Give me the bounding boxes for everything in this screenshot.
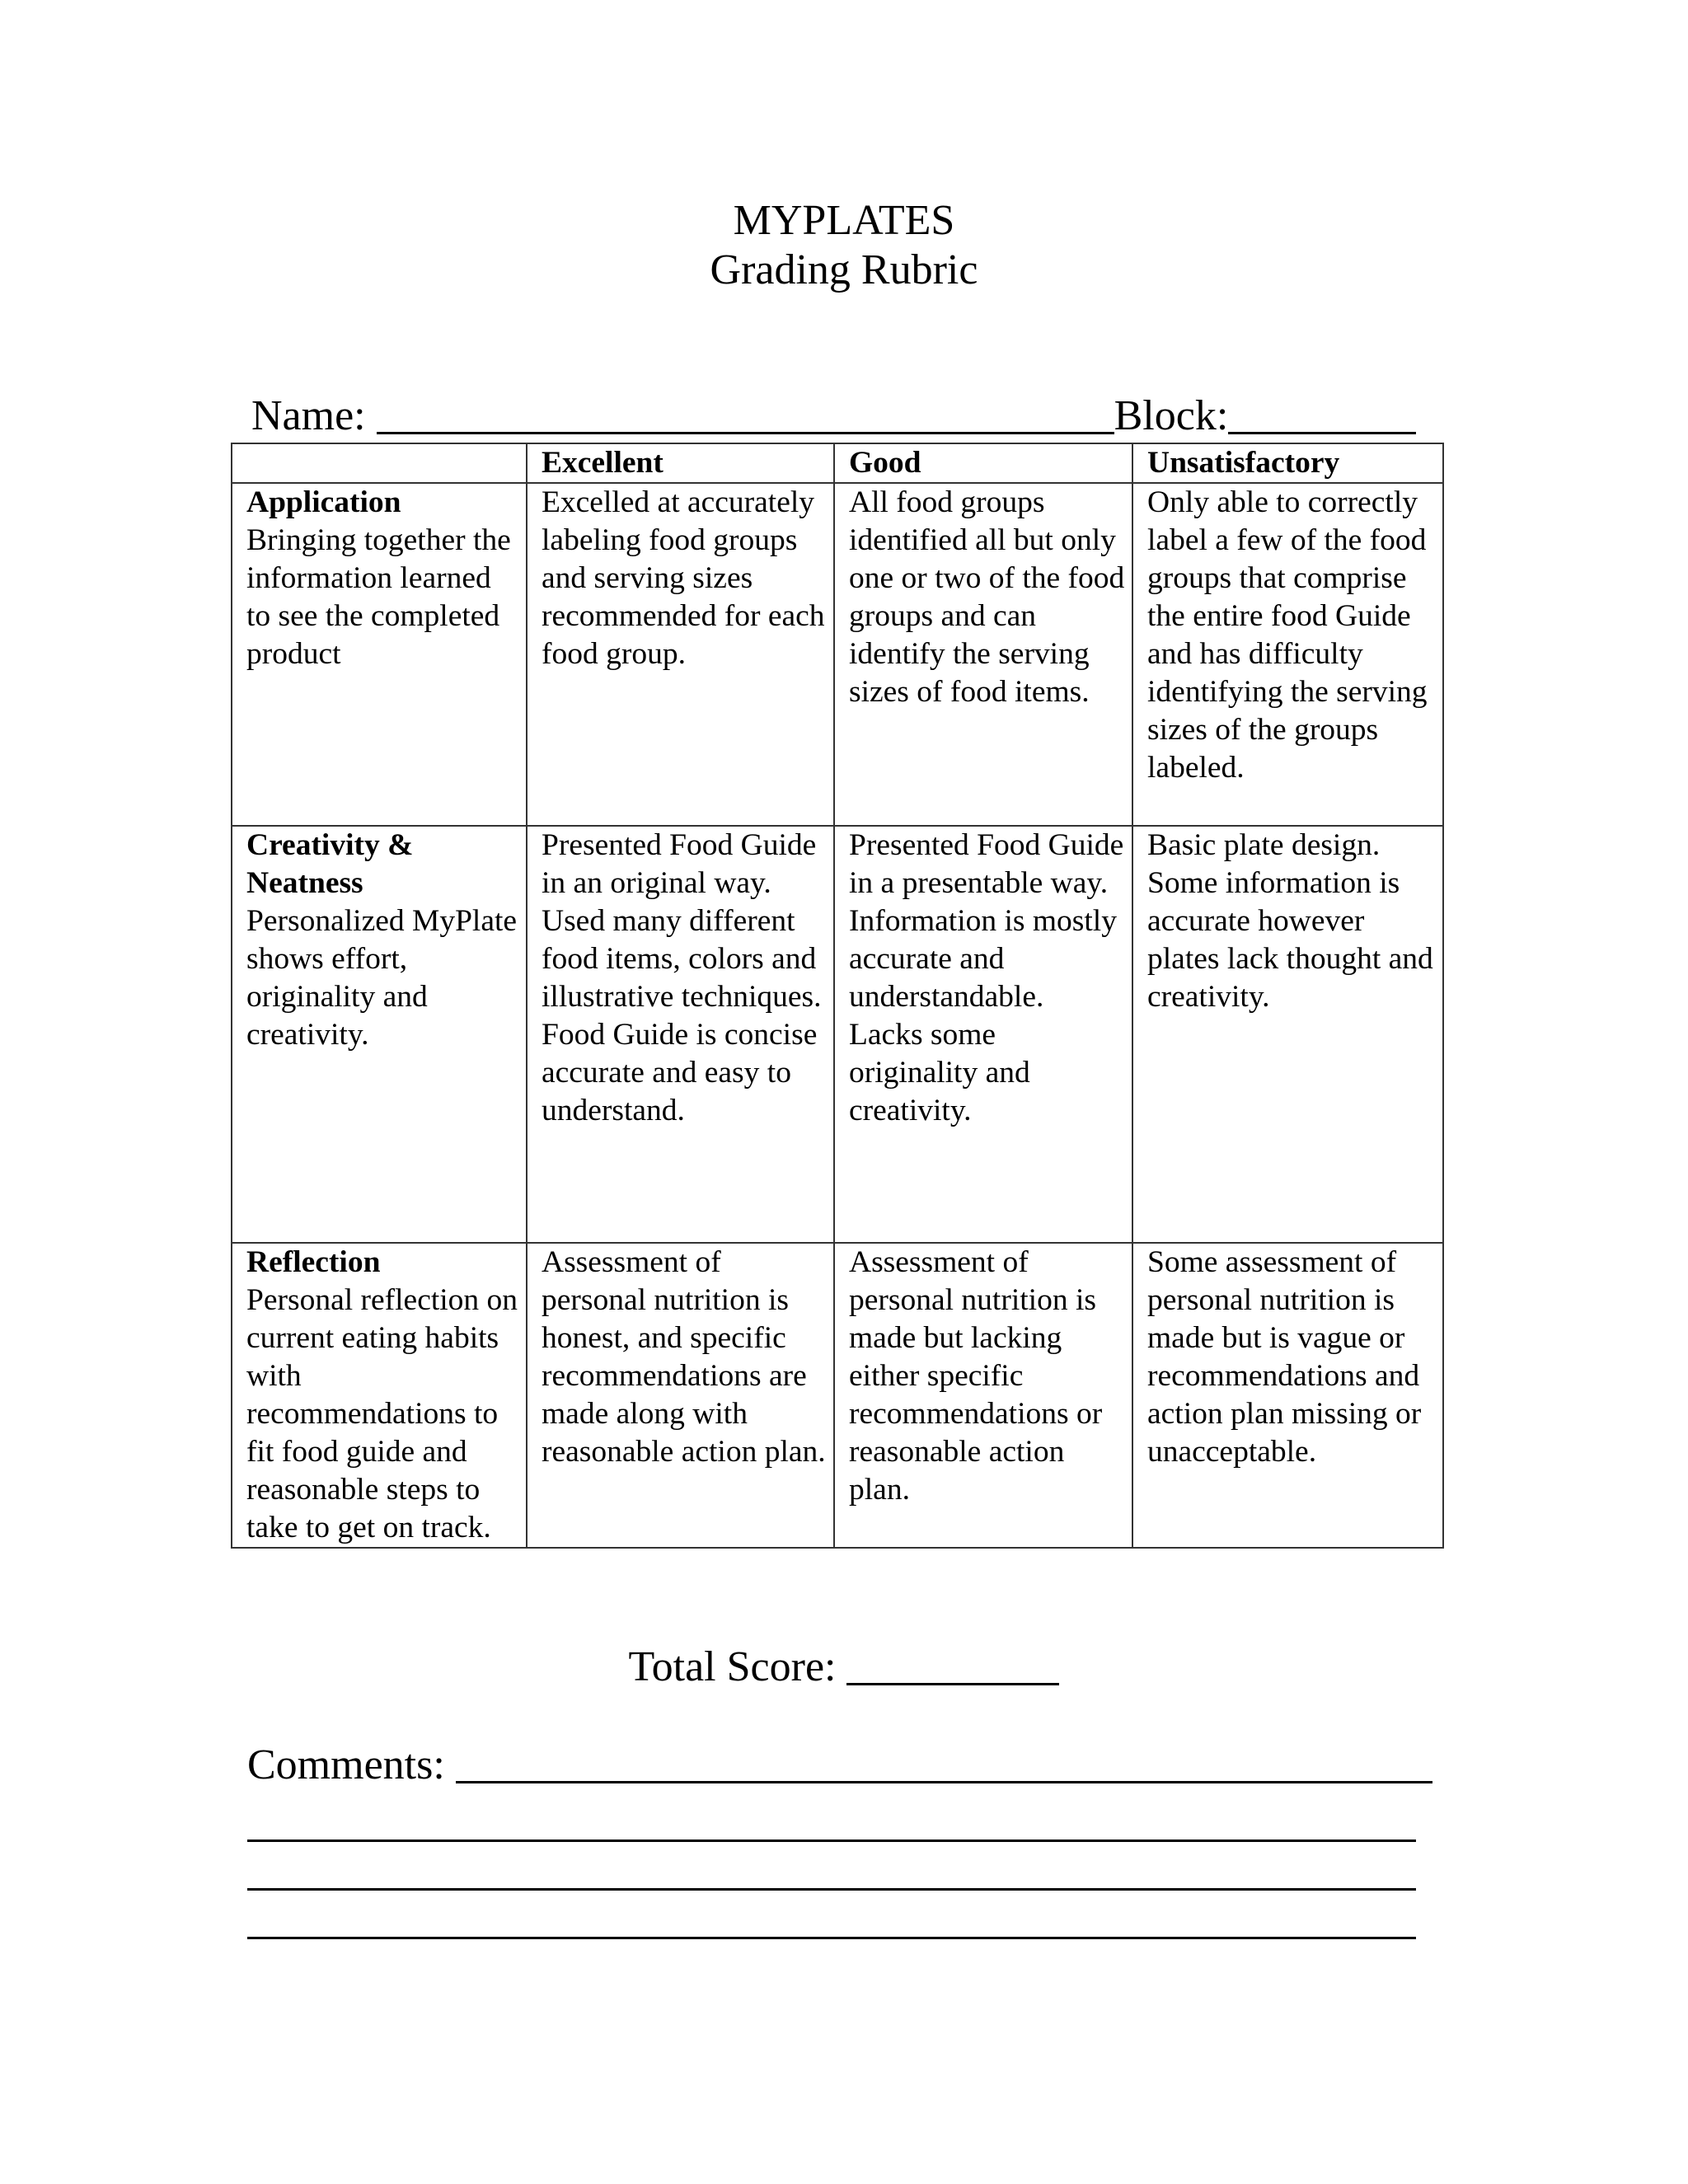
criterion-title: Reflection	[246, 1245, 381, 1279]
rubric-table	[231, 443, 1444, 1549]
document-header	[0, 196, 1688, 295]
excellent-cell: Presented Food Guide in an original way. Used many different food items, colors and illustrative techniques. Food Guide is concise accurate and easy to understand.	[527, 826, 834, 1243]
total-score-line	[0, 1643, 1688, 1692]
criterion-cell	[232, 483, 527, 826]
criterion-description: Bringing together the information learned to see the completed product	[246, 523, 511, 671]
name-field[interactable]	[377, 396, 1114, 434]
excellent-cell: Excelled at accurately labeling food groups and serving sizes recommended for each food group.	[527, 483, 834, 826]
good-cell: All food groups identified all but only one or two of the food groups and can identify the serving sizes of food items.	[834, 483, 1132, 826]
column-header-excellent: Excellent	[527, 443, 834, 483]
name-label: Name:	[251, 392, 366, 439]
comments-rule[interactable]	[247, 1937, 1416, 1939]
unsatisfactory-cell: Some assessment of personal nutrition is made but is vague or recommendations and action plan missing or unacceptable.	[1132, 1243, 1443, 1548]
comments-line	[247, 1741, 1432, 1790]
criterion-cell	[232, 1243, 527, 1548]
document-subtitle: Grading Rubric	[710, 246, 978, 293]
document-title: MYPLATES	[733, 197, 955, 244]
comments-label: Comments:	[247, 1741, 445, 1788]
criterion-description: Personalized MyPlate shows effort, originality and creativity.	[246, 904, 518, 1052]
total-score-label: Total Score:	[628, 1643, 837, 1690]
criterion-cell	[232, 826, 527, 1243]
criterion-description: Personal reflection on current eating habits with recommendations to fit food guide and reasonable steps to take to get on track.	[246, 1283, 518, 1544]
good-cell: Presented Food Guide in a presentable way. Information is mostly accurate and understandable. Lacks some originality and creativity.	[834, 826, 1132, 1243]
criterion-title: Creativity & Neatness	[246, 828, 414, 900]
unsatisfactory-cell: Basic plate design. Some information is accurate however plates lack thought and creativity.	[1132, 826, 1443, 1243]
excellent-cell: Assessment of personal nutrition is honest, and specific recommendations are made along with reasonable action plan.	[527, 1243, 834, 1548]
name-block-line	[251, 391, 1416, 441]
block-label: Block:	[1114, 392, 1229, 439]
rubric-row-application	[232, 483, 1443, 826]
comments-rule[interactable]	[247, 1840, 1416, 1842]
column-header-good: Good	[834, 443, 1132, 483]
rubric-row-reflection	[232, 1243, 1443, 1548]
block-field[interactable]	[1228, 396, 1416, 434]
total-score-field[interactable]	[846, 1647, 1059, 1685]
rubric-header-row	[232, 443, 1443, 483]
comments-field[interactable]	[456, 1745, 1432, 1783]
rubric-row-creativity	[232, 826, 1443, 1243]
good-cell: Assessment of personal nutrition is made but lacking either specific recommendations or reasonable action plan.	[834, 1243, 1132, 1548]
criterion-title: Application	[246, 485, 401, 519]
header-empty-cell	[232, 443, 527, 483]
comments-rule[interactable]	[247, 1888, 1416, 1891]
unsatisfactory-cell: Only able to correctly label a few of the food groups that comprise the entire food Guide and has difficulty identifying the serving sizes of the groups labeled.	[1132, 483, 1443, 826]
column-header-unsatisfactory: Unsatisfactory	[1132, 443, 1443, 483]
